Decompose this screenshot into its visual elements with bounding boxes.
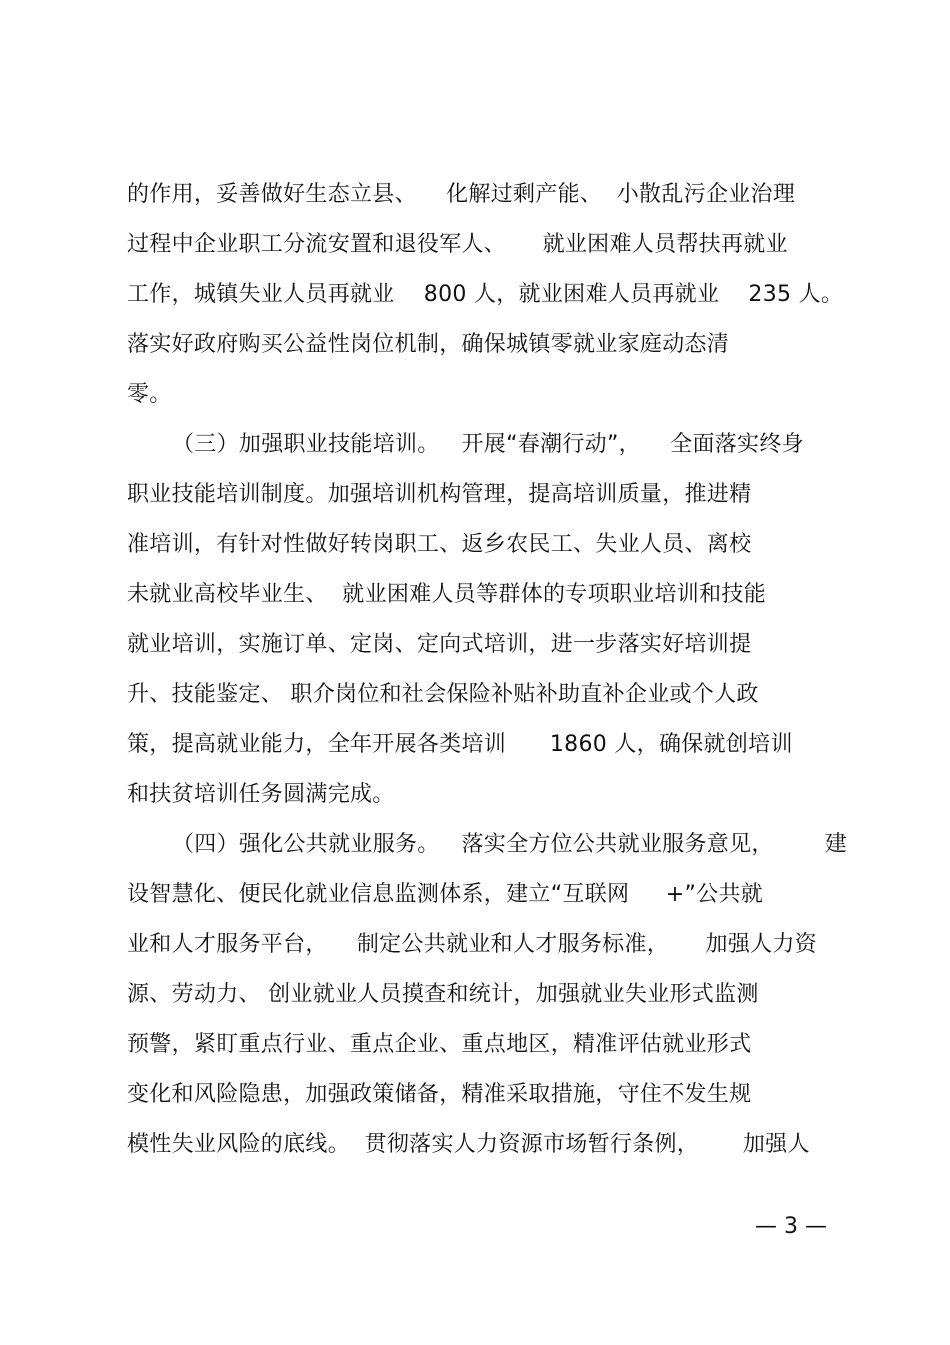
text-line: 预警，紧盯重点行业、重点企业、重点地区，精准评估就业形式 bbox=[127, 1032, 752, 1057]
text-line: 源、劳动力、 创业就业人员摸查和统计，加强就业失业形式监测 bbox=[127, 982, 759, 1007]
text-line: 设智慧化、便民化就业信息监测体系，建立“互联网 +”公共就 bbox=[127, 882, 764, 907]
text-line: 升、技能鉴定、 职介岗位和社会保险补贴补助直补企业或个人政 bbox=[127, 682, 759, 707]
text-line: 业和人才服务平台， 制定公共就业和人才服务标准， 加强人力资 bbox=[127, 932, 818, 957]
text-line: 的作用，妥善做好生态立县、 化解过剩产能、 小散乱污企业治理 bbox=[127, 182, 796, 207]
text-line: 落实好政府购买公益性岗位机制，确保城镇零就业家庭动态清 bbox=[127, 332, 730, 357]
text-line: 过程中企业职工分流安置和退役军人、 就业困难人员帮扶再就业 bbox=[127, 232, 788, 257]
text-line: 和扶贫培训任务圆满完成。 bbox=[127, 782, 395, 807]
text-line: 模性失业风险的底线。 贯彻落实人力资源市场暂行条例， 加强人 bbox=[127, 1132, 810, 1157]
section-heading-line: （四）强化公共就业服务。 落实全方位公共就业服务意见， 建 bbox=[172, 832, 848, 857]
text-line: 未就业高校毕业生、 就业困难人员等群体的专项职业培训和技能 bbox=[127, 582, 766, 607]
text-line: 就业培训，实施订单、定岗、定向式培训，进一步落实好培训提 bbox=[127, 632, 752, 657]
text-line: 零。 bbox=[127, 382, 172, 407]
section-heading-line: （三）加强职业技能培训。 开展“春潮行动”， 全面落实终身 bbox=[172, 432, 804, 457]
text-line: 工作，城镇失业人员再就业 800 人，就业困难人员再就业 235 人。 bbox=[127, 282, 844, 307]
text-line: 策，提高就业能力，全年开展各类培训 1860 人，确保就创培训 bbox=[127, 732, 793, 757]
text-line: 准培训，有针对性做好转岗职工、返乡农民工、失业人员、离校 bbox=[127, 532, 752, 557]
text-line: 变化和风险隐患，加强政策储备，精准采取措施，守住不发生规 bbox=[127, 1082, 752, 1107]
page-number: — 3 — bbox=[755, 1214, 827, 1239]
text-line: 职业技能培训制度。加强培训机构管理，提高培训质量，推进精 bbox=[127, 482, 752, 507]
